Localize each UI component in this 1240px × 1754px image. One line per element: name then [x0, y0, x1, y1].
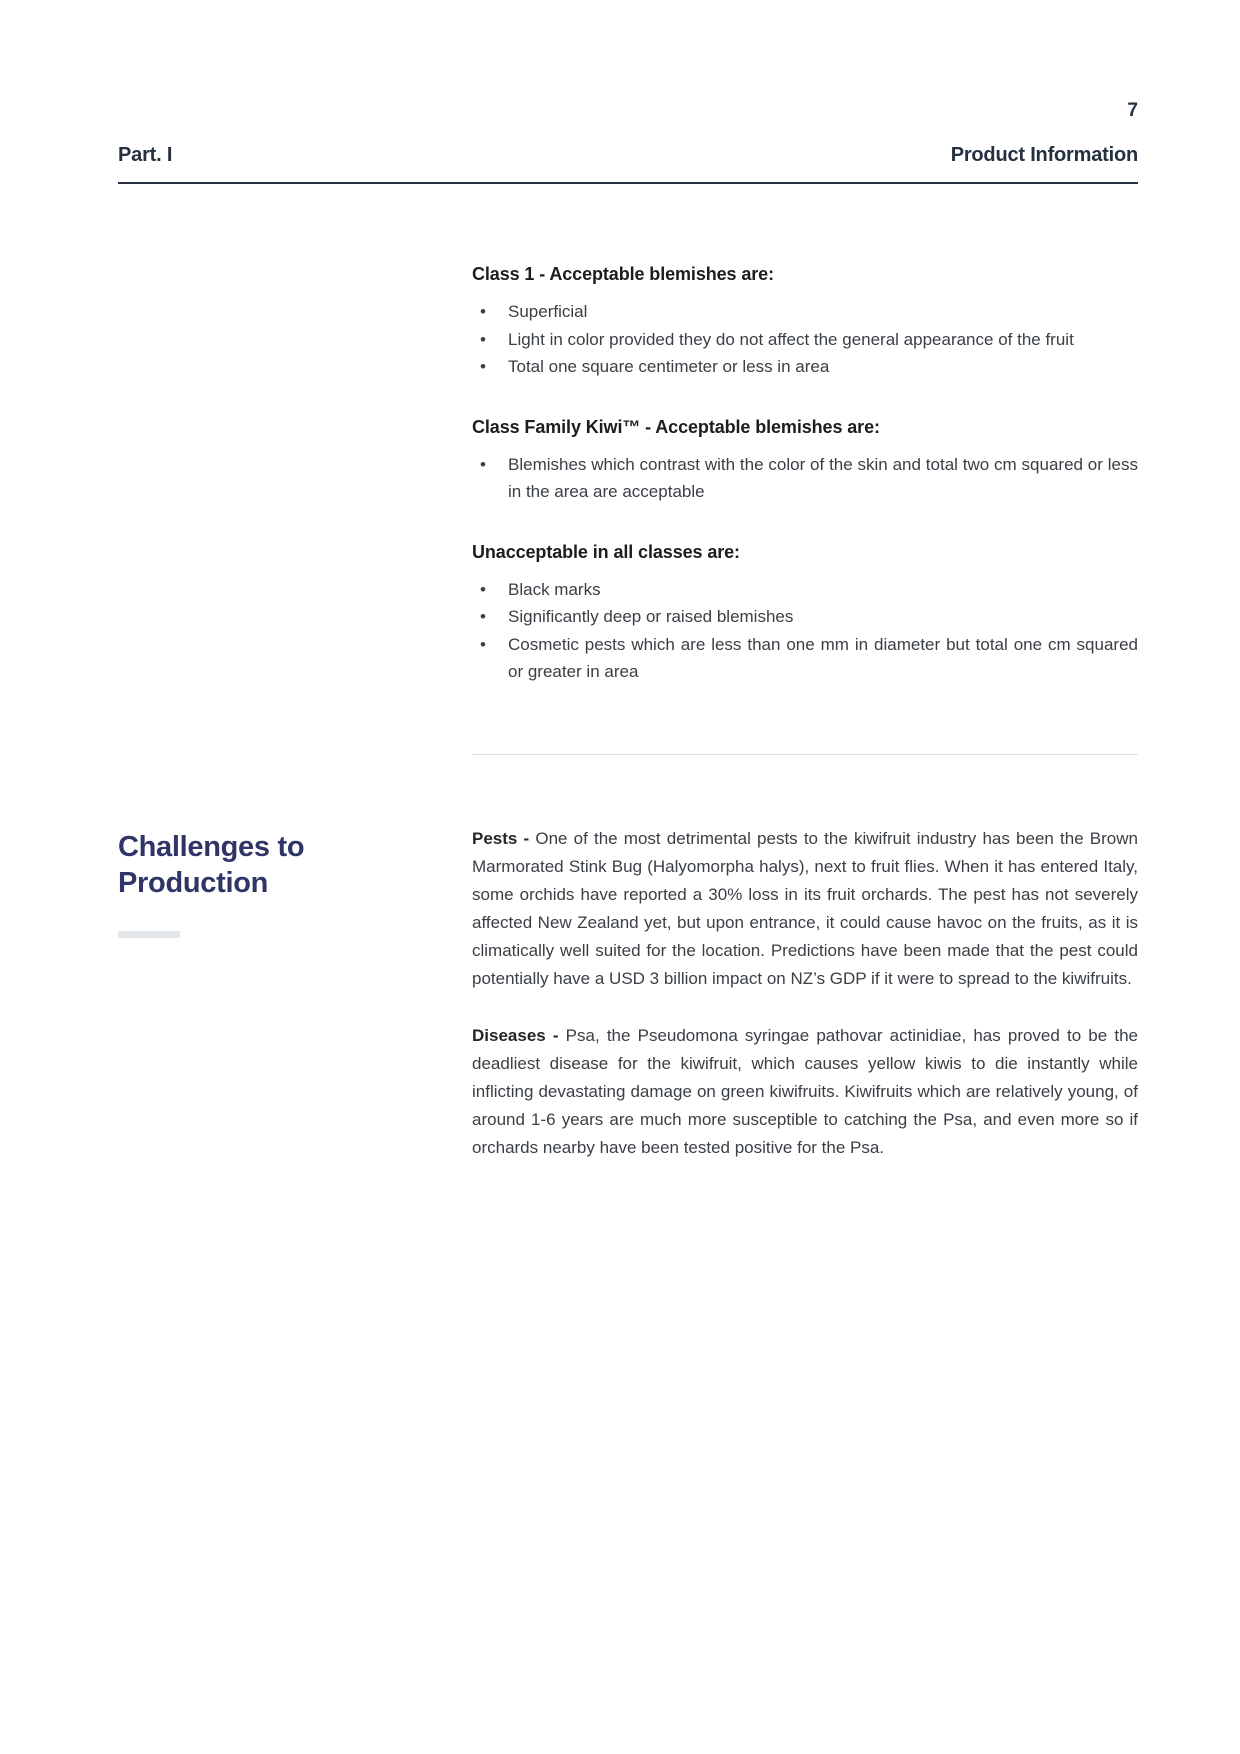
bullet-dot: [480, 631, 486, 659]
list-item: [472, 603, 1138, 631]
list-item: [472, 576, 1138, 604]
list-item-text: Superficial: [508, 302, 588, 321]
list-item: [472, 353, 1138, 381]
list-item-text: Total one square centimeter or less in area: [508, 357, 830, 376]
challenges-section: [118, 825, 1138, 1191]
bullet-dot: [480, 451, 486, 479]
bullet-dot: [480, 298, 486, 326]
family-kiwi-heading: Class Family Kiwi™ - Acceptable blemishes are:: [472, 416, 880, 437]
unacceptable-bullet-list: [472, 576, 1138, 686]
diseases-text: Psa, the Pseudomona syringae pathovar actinidiae, has proved to be the deadliest disease for the kiwifruit, which causes yellow kiwis to die instantly while inflicting devastating damage on green kiwifruits. Kiwifruits which are relatively young, of around 1-6 years are much more susceptible to catching the Psa, and even more so if orchards nearby have been tested positive for the Psa.: [472, 1025, 1138, 1157]
bullet-dot: [480, 603, 486, 631]
list-item-text: Cosmetic pests which are less than one mm in diameter but total one cm squared or greater in area: [508, 634, 1138, 681]
header-part-label: Part. I: [118, 144, 173, 166]
running-header: [118, 144, 1138, 184]
list-item: [472, 298, 1138, 326]
class1-heading: Class 1 - Acceptable blemishes are:: [472, 264, 774, 284]
pests-text: One of the most detrimental pests to the kiwifruit industry has been the Brown Marmorated Stink Bug (Halyomorpha halys), next to fruit flies. When it has entered Italy, some orchids have reported a 30% loss in its fruit orchards. The pest has not severely affected New Zealand yet, but upon entrance, it could cause havoc on the fruits, as it is climatically well suited for the location. Predictions have been made that the pest could potentially have a USD 3 billion impact on NZ’s GDP if it were to spread to the kiwifruits.: [472, 828, 1138, 988]
diseases-lead: Diseases -: [472, 1025, 566, 1045]
list-item-text: Light in color provided they do not affect the general appearance of the fruit: [508, 329, 1074, 349]
family-kiwi-bullet-list: [472, 451, 1138, 506]
list-item-text: Blemishes which contrast with the color of the skin and total two cm squared or less in the area are acceptable: [508, 454, 1138, 501]
bullet-dot: [480, 353, 486, 381]
challenges-body: [472, 825, 1138, 1191]
list-item: [472, 326, 1138, 354]
diseases-paragraph: [472, 1022, 1138, 1162]
header-chapter-title: Product Information: [950, 144, 1138, 166]
list-item-text: Black marks: [508, 579, 601, 599]
challenges-sidebar: [118, 825, 472, 1191]
page-number: 7: [1127, 100, 1138, 121]
bullet-dot: [480, 326, 486, 354]
bullet-dot: [480, 576, 486, 604]
pests-lead: Pests -: [472, 828, 536, 848]
list-item: [472, 451, 1138, 506]
blemish-standards-section: [472, 264, 1138, 686]
section-divider: [472, 754, 1138, 755]
heading-decoration-bar: [118, 931, 180, 938]
challenges-heading: Challenges to Production: [118, 830, 305, 899]
list-item-text: Significantly deep or raised blemishes: [508, 607, 794, 626]
unacceptable-heading: Unacceptable in all classes are:: [472, 541, 740, 562]
class1-bullet-list: [472, 298, 1138, 381]
pests-paragraph: [472, 825, 1138, 993]
list-item: [472, 631, 1138, 686]
